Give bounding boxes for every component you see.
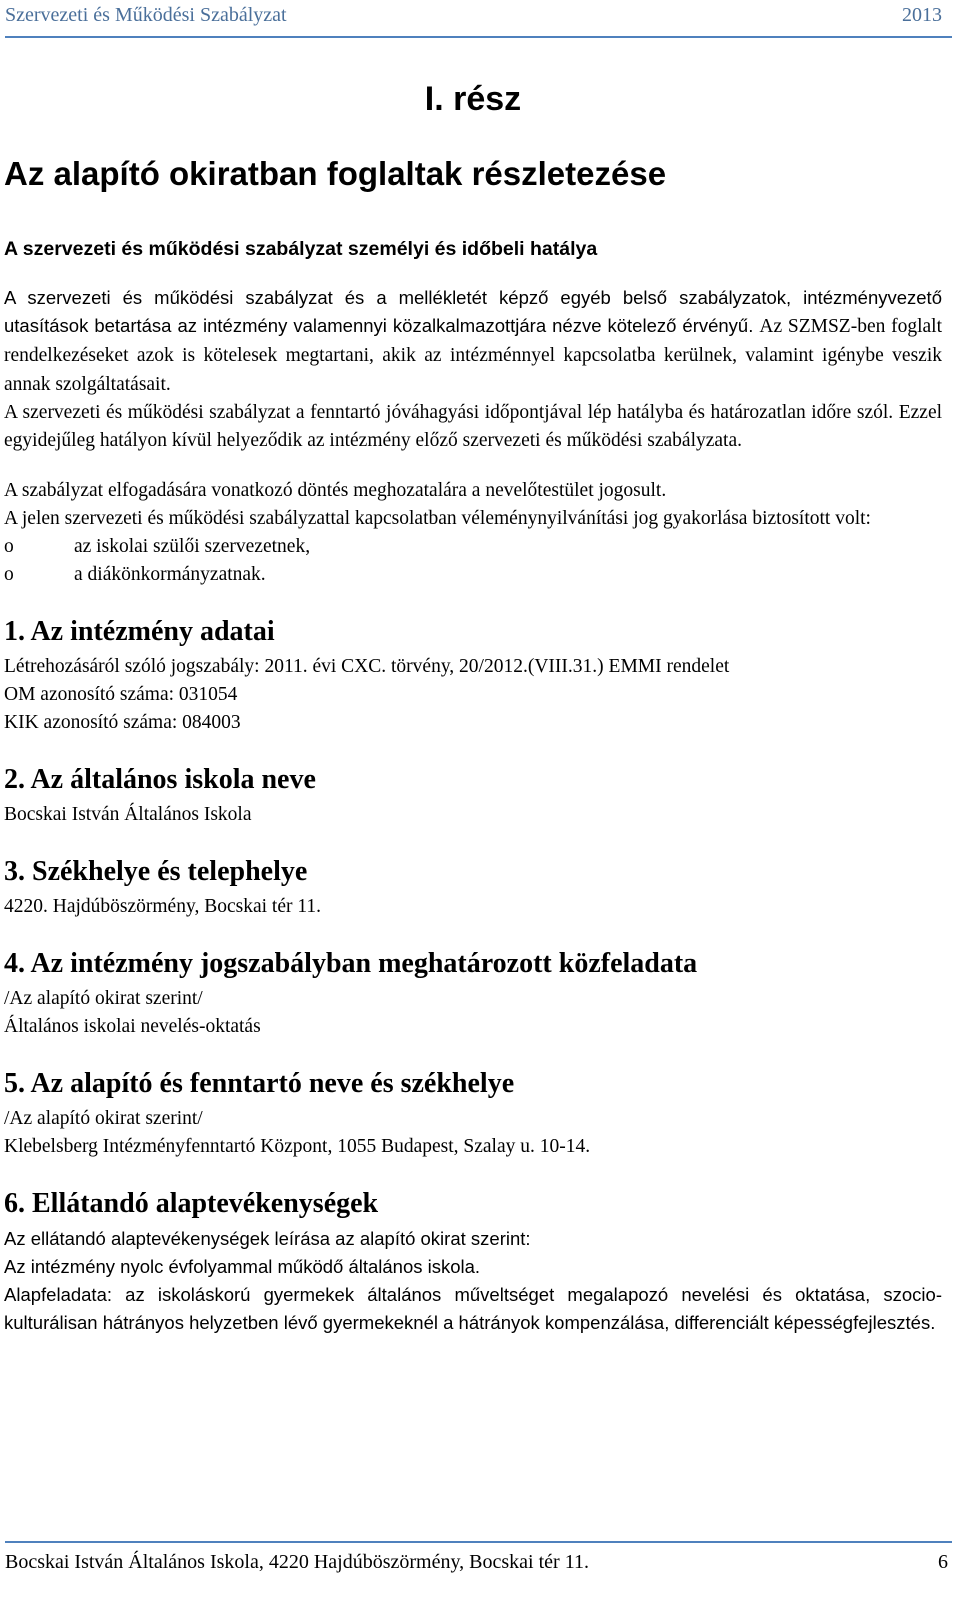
list-item: o a diákönkormányzatnak. [4, 561, 942, 589]
section-6-line: Alapfeladata: az iskoláskorú gyermekek általános műveltséget megalapozó nevelési és oktatása, szocio-kulturálisan hátrányos helyzetben lévő gyermekeknél a hátrányok kompenzálása, differenciált képességfejlesztés. [4, 1284, 942, 1333]
section-5-heading: 5. Az alapító és fenntartó neve és székhelye [4, 1068, 515, 1099]
bullet-marker: o [4, 536, 14, 557]
intro-sentence-4: Ezzel egyidejűleg hatályon kívül helyeződik az intézmény előző szervezeti és működési szabályzata. [4, 402, 943, 451]
opinion-rights-list [4, 533, 942, 589]
section-1-line: OM azonosító száma: 031054 [4, 684, 238, 705]
section-1-line: KIK azonosító száma: 084003 [4, 712, 241, 733]
section-4-heading: 4. Az intézmény jogszabályban meghatározott közfeladata [4, 948, 698, 979]
section-2-line: Bocskai István Általános Iskola [4, 804, 252, 825]
intro-paragraph-2 [4, 399, 942, 455]
section-5-line: Klebelsberg Intézményfenntartó Központ, 1055 Budapest, Szalay u. 10-14. [4, 1136, 591, 1157]
footer-address: Bocskai István Általános Iskola, 4220 Hajdúböszörmény, Bocskai tér 11. [5, 1551, 589, 1573]
intro-sentence-1: A szervezeti és működési szabályzat és a mellékletét képző egyéb belső szabályzatok, intézményvezető utasítások betartása az intézmény valamennyi közalkalmazottjára nézve kötelező érvényű. [4, 287, 942, 336]
page-header [0, 0, 960, 38]
intro-sentence-3: A szervezeti és működési szabályzat a fenntartó jóváhagyási időpontjával lép hatályba és határozatlan időre szól. [4, 402, 894, 423]
part-title: I. rész [424, 80, 522, 118]
section-5-line: /Az alapító okirat szerint/ [4, 1108, 203, 1129]
section-2-heading: 2. Az általános iskola neve [4, 764, 316, 795]
intro-paragraph-1 [4, 284, 942, 399]
section-4-line: Általános iskolai nevelés-oktatás [4, 1016, 261, 1037]
page-footer [5, 1547, 952, 1577]
section-4-line: /Az alapító okirat szerint/ [4, 988, 203, 1009]
intro-sentence-2: Az SZMSZ-ben foglalt rendelkezéseket azok is kötelesek megtartani, akik az intézménnyel kapcsolatba kerülnek, valamint igénybe veszik annak szolgáltatásait. [4, 316, 942, 395]
page-number: 6 [938, 1551, 948, 1573]
section-6-line: Az intézmény nyolc évfolyammal működő általános iskola. [4, 1256, 481, 1277]
header-year: 2013 [902, 4, 942, 26]
main-title: Az alapító okiratban foglaltak részletezése [4, 155, 667, 192]
section-3-heading: 3. Székhelye és telephelye [4, 856, 308, 887]
section-1-line: Létrehozásáról szóló jogszabály: 2011. évi CXC. törvény, 20/2012.(VIII.31.) EMMI rendelet [4, 656, 730, 677]
document-body [4, 70, 942, 1337]
section-6-line: Az ellátandó alaptevékenységek leírása az alapító okirat szerint: [4, 1228, 531, 1249]
section-3-line: 4220. Hajdúböszörmény, Bocskai tér 11. [4, 896, 321, 917]
scope-subtitle: A szervezeti és működési szabályzat személyi és időbeli hatálya [4, 238, 598, 260]
footer-divider [5, 1541, 952, 1543]
bullet-marker: o [4, 564, 14, 585]
section-6-heading: 6. Ellátandó alaptevékenységek [4, 1188, 379, 1219]
header-document-title: Szervezeti és Működési Szabályzat [5, 4, 287, 26]
section-1-heading: 1. Az intézmény adatai [4, 616, 275, 647]
intro-paragraph-4: A jelen szervezeti és működési szabályzattal kapcsolatban véleménynyilvánítási jog gyakorlása biztosított volt: [4, 508, 871, 529]
header-divider [5, 36, 952, 38]
intro-paragraph-3: A szabályzat elfogadására vonatkozó döntés meghozatalára a nevelőtestület jogosult. [4, 480, 667, 501]
list-item: o az iskolai szülői szervezetnek, [4, 533, 942, 561]
